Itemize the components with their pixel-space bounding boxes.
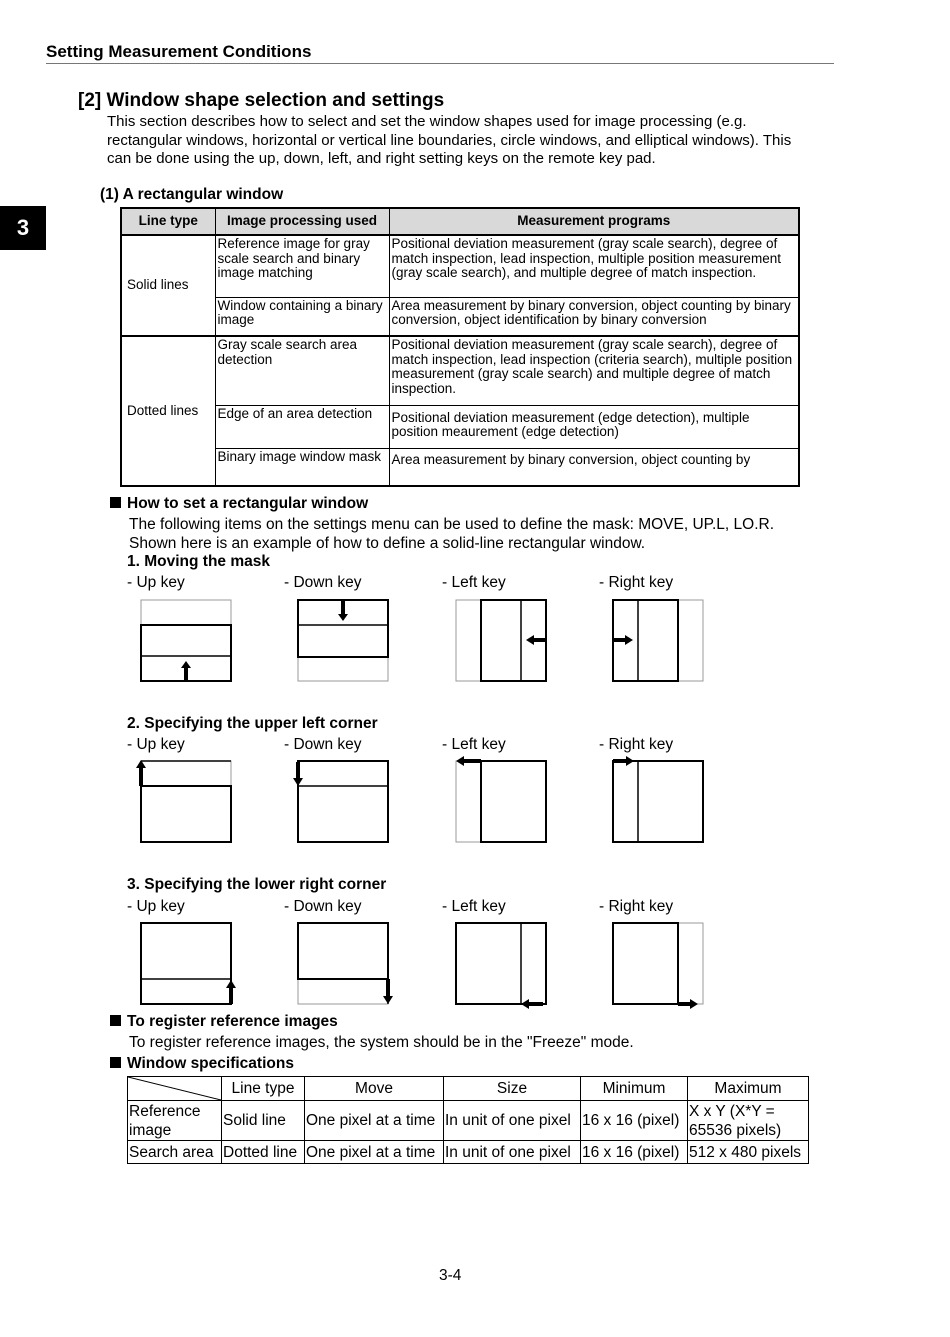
step-title: 2. Specifying the upper left corner [127, 715, 378, 732]
programs-cell: Positional deviation measurement (gray scale search), degree of match inspection, lead inspection (criteria search), multiple position measurement (gray scale search) and multiple degree of match inspection. [389, 336, 799, 405]
bullet-square-icon [110, 1057, 121, 1068]
step-title: 1. Moving the mask [127, 553, 270, 570]
spec-cell: 512 x 480 pixels [688, 1141, 809, 1164]
processing-cell: Binary image window mask [215, 448, 389, 486]
window-spec-table [127, 1076, 809, 1164]
processing-cell: Gray scale search area detection [215, 336, 389, 405]
move-down-diagram [295, 597, 395, 685]
diagonal-header-cell [128, 1077, 222, 1101]
arrow-up-icon [226, 980, 236, 1004]
window-rect [298, 761, 388, 842]
programs-cell: Area measurement by binary conversion, object counting by [389, 448, 799, 486]
arrow-left-icon [526, 635, 546, 645]
arrow-down-icon [383, 979, 393, 1004]
key-label: - Right key [599, 898, 674, 915]
spec-header: Move [305, 1077, 444, 1101]
spec-cell: Solid line [222, 1101, 305, 1141]
key-label: - Up key [127, 898, 185, 915]
spec-cell: One pixel at a time [305, 1141, 444, 1164]
spec-cell: Dotted line [222, 1141, 305, 1164]
spec-cell: X x Y (X*Y = 65536 pixels) [688, 1101, 809, 1141]
programs-cell: Area measurement by binary conversion, object counting by binary conversion, object identification by binary conversion [389, 297, 799, 336]
arrow-right-icon [678, 999, 698, 1009]
specs-title: Window specifications [127, 1055, 294, 1072]
processing-cell: Window containing a binary image [215, 297, 389, 336]
table-row [121, 297, 799, 336]
spec-cell: 16 x 16 (pixel) [581, 1141, 688, 1164]
key-label: - Right key [599, 736, 674, 753]
spec-header: Minimum [581, 1077, 688, 1101]
table-row [121, 448, 799, 486]
key-label: - Left key [442, 898, 506, 915]
header-line-type: Line type [121, 208, 215, 235]
key-label: - Up key [127, 736, 185, 753]
spec-cell: In unit of one pixel [444, 1101, 581, 1141]
window-rect [298, 923, 388, 979]
key-label: - Left key [442, 736, 506, 753]
window-rect [613, 923, 678, 1004]
arrow-right-icon [613, 635, 633, 645]
line-type-cell: Dotted lines [121, 336, 215, 486]
key-label: - Down key [284, 898, 362, 915]
table-row [121, 336, 799, 405]
upper-left-up-diagram [133, 758, 238, 846]
section-title: [2] Window shape selection and settings [78, 90, 445, 111]
spec-header: Line type [222, 1077, 305, 1101]
window-rect [141, 786, 231, 842]
spec-row [128, 1141, 809, 1164]
line-type-cell: Solid lines [121, 235, 215, 336]
how-to-heading [110, 495, 368, 513]
step-title: 3. Specifying the lower right corner [127, 876, 387, 893]
upper-left-left-diagram [453, 755, 553, 846]
spec-cell: Reference image [128, 1101, 222, 1141]
upper-left-right-diagram [610, 755, 710, 846]
spec-header: Maximum [688, 1077, 809, 1101]
key-label: - Up key [127, 574, 185, 591]
spec-row [128, 1101, 809, 1141]
how-to-text [129, 515, 774, 553]
register-text: To register reference images, the system should be in the "Freeze" mode. [129, 1034, 634, 1051]
intro-line: This section describes how to select and set the window shapes used for image processing (e.g. [107, 113, 747, 130]
move-left-diagram [453, 597, 553, 685]
register-heading [110, 1013, 338, 1031]
header-rule [46, 63, 834, 64]
arrow-left-icon [521, 999, 543, 1009]
arrow-right-icon [613, 756, 634, 766]
running-header: Setting Measurement Conditions [46, 42, 312, 61]
intro-line: rectangular windows, horizontal or vertical line boundaries, circle windows, and elliptical windows). This [107, 131, 792, 149]
specs-heading [110, 1055, 294, 1073]
window-rect [613, 761, 703, 842]
upper-left-down-diagram [290, 758, 395, 846]
table-row [121, 405, 799, 448]
arrow-left-icon [456, 756, 481, 766]
subsection-title: (1) A rectangular window [100, 186, 284, 203]
key-label: - Down key [284, 736, 362, 753]
diagonal-line [128, 1077, 221, 1100]
table-row [121, 235, 799, 297]
lower-right-up-diagram [138, 920, 243, 1008]
arrow-up-icon [136, 760, 146, 786]
programs-cell: Positional deviation measurement (gray scale search), degree of match inspection, lead inspection, multiple position measurement (gray scale search), and multiple degree of match inspection. [389, 235, 799, 297]
key-label: - Right key [599, 574, 674, 591]
header-programs: Measurement programs [389, 208, 799, 235]
processing-cell: Edge of an area detection [215, 405, 389, 448]
window-rect [481, 761, 546, 842]
how-to-line: The following items on the settings menu can be used to define the mask: MOVE, UP.L, LO.R. [129, 516, 775, 533]
how-to-line: Shown here is an example of how to define a solid-line rectangular window. [129, 535, 646, 552]
lower-right-left-diagram [453, 920, 553, 1012]
bullet-square-icon [110, 1015, 121, 1026]
table-header-row [121, 208, 799, 235]
spec-cell: In unit of one pixel [444, 1141, 581, 1164]
spec-cell: One pixel at a time [305, 1101, 444, 1141]
header-processing: Image processing used [215, 208, 389, 235]
processing-cell: Reference image for gray scale search and binary image matching [215, 235, 389, 297]
lower-right-right-diagram [610, 920, 710, 1012]
arrow-down-icon [338, 601, 348, 621]
chapter-tab: 3 [0, 206, 46, 250]
key-label: - Left key [442, 574, 506, 591]
lower-right-down-diagram [295, 920, 400, 1008]
programs-cell: Positional deviation measurement (edge detection), multiple position meaurement (edge detection) [389, 405, 799, 448]
register-title: To register reference images [127, 1013, 338, 1030]
window-rect [456, 923, 546, 1004]
intro-line: can be done using the up, down, left, and right setting keys on the remote key pad. [107, 150, 656, 167]
arrow-down-icon [293, 762, 303, 786]
page-number: 3-4 [439, 1267, 462, 1284]
how-to-title: How to set a rectangular window [127, 495, 369, 512]
spec-cell: Search area [128, 1141, 222, 1164]
spec-header-row [128, 1077, 809, 1101]
spec-header: Size [444, 1077, 581, 1101]
arrow-up-icon [181, 661, 191, 681]
key-label: - Down key [284, 574, 362, 591]
move-up-diagram [138, 597, 238, 685]
section-intro [107, 113, 842, 169]
window-rect [141, 923, 231, 1004]
bullet-square-icon [110, 497, 121, 508]
window-type-table [120, 207, 800, 487]
move-right-diagram [610, 597, 710, 685]
spec-cell: 16 x 16 (pixel) [581, 1101, 688, 1141]
